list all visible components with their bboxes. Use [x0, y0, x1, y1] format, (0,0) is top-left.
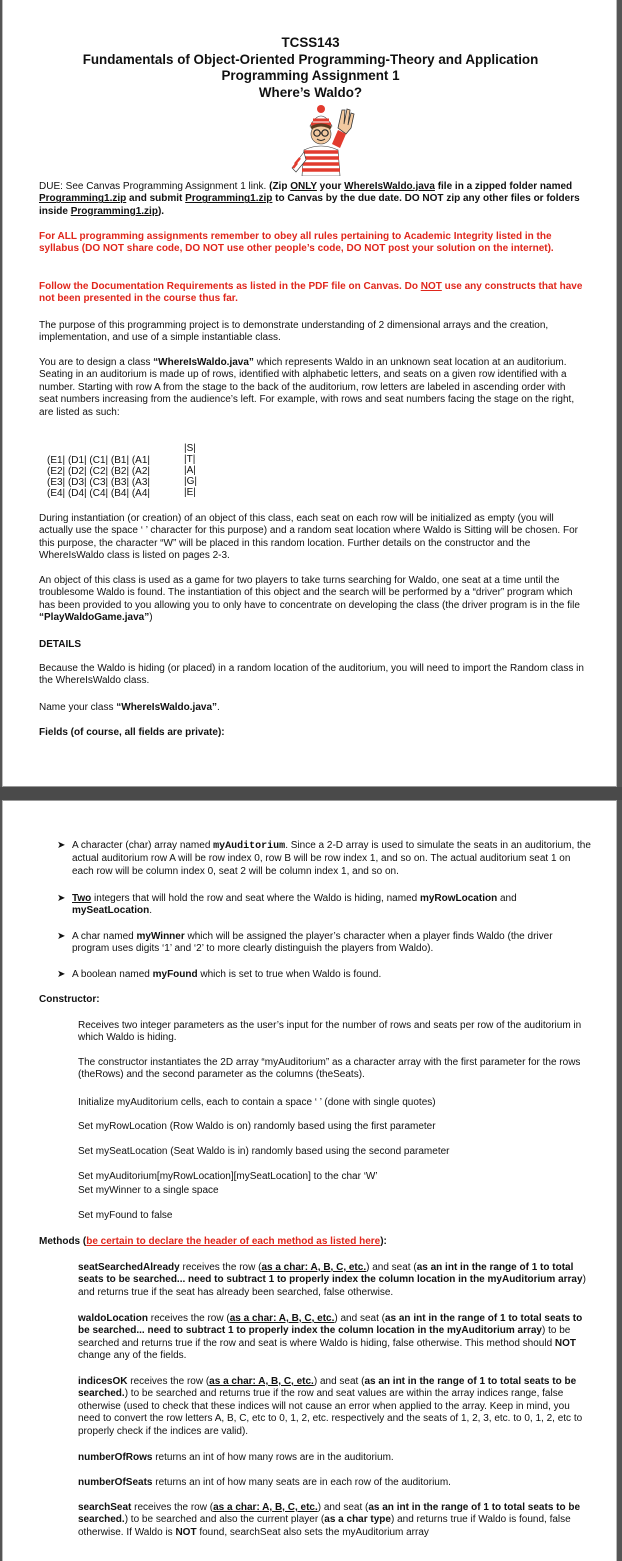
- bullet-arrow-icon: ➤: [57, 931, 66, 942]
- constructor-step: Set myRowLocation (Row Waldo is on) randomly based using the first parameter: [78, 1121, 436, 1132]
- method-search-seat: searchSeat receives the row (as a char: A, B, C, etc.) and seat (as an int in the range of 1 to total seats to be searched.) to be searched and also the current player (as a char type) and returns true if Waldo is found, false otherwise. If Waldo is NOT found, searchSeat also sets the myAuditorium array: [78, 1502, 581, 1538]
- waldo-icon: [280, 104, 362, 176]
- stage-letter: |E|: [184, 487, 196, 498]
- page-header: [3, 35, 618, 101]
- bullet-arrow-icon: ➤: [57, 893, 66, 904]
- seat-row: (E4| (D4| (C4| (B4| (A4|: [47, 488, 151, 499]
- seat-row: (E1| (D1| (C1| (B1| (A1|: [47, 455, 151, 466]
- page-break: [0, 787, 622, 800]
- design-paragraph: You are to design a class “WhereIsWaldo.java” which represents Waldo in an unknown seat location at an auditorium. Seating in an auditorium is made up of rows, identified with alphabetic letters, and seats on a given row identified with a number. Starting with row A from the stage to the back of the auditorium, row letters are labeled in ascending order with seat numbers increasing from the audience’s left. For example, with rows and seat numbers facing the stage on the right, are listed as such:: [39, 357, 575, 418]
- seat-row: (E2| (D2| (C2| (B2| (A2|: [47, 466, 151, 477]
- academic-integrity-notice: For ALL programming assignments remember to obey all rules pertaining to Academic Integrity listed in the syllabus (DO NOT share code, DO NOT use other people’s code, DO NOT post your solution on the internet).: [39, 231, 554, 255]
- stage-letter: |A|: [184, 465, 196, 476]
- constructor-step: Set mySeatLocation (Seat Waldo is in) randomly based using the second parameter: [78, 1146, 450, 1157]
- purpose-paragraph: The purpose of this programming project is to demonstrate understanding of 2 dimensional arrays and the creation, implementation, and use of a simple instantiable class.: [39, 320, 549, 344]
- game-paragraph: An object of this class is used as a game for two players to take turns searching for Waldo, one seat at a time until the troublesome Waldo is found. The instantiation of this object and the search will be performed by a “driver” program which has been provided to you allowing you to only have to concentrate on developing the class (the driver program is in the file “PlayWaldoGame.java”): [39, 575, 580, 624]
- random-note: Because the Waldo is hiding (or placed) in a random location of the auditorium, you will need to import the Random class in the WhereIsWaldo class.: [39, 663, 584, 687]
- method-indices-ok: indicesOK receives the row (as a char: A, B, C, etc.) and seat (as an int in the range of 1 to total seats to be searched.) to be searched and returns true if the row and seat values are within the array indices range, false otherwise (used to check that these indices will not cause an error when applied to the array. Keep in mind, you need to convert the row letters A, B, C, etc to 0, 1, 2, etc. respectively and the seats of 1, 2, 3, etc. to 0, 1, 2, etc to properly check if the indices are valid).: [78, 1376, 583, 1437]
- constructor-step: Set myWinner to a single space: [78, 1185, 219, 1196]
- field-my-winner: A char named myWinner which will be assigned the player’s character when a player finds Waldo (the driver program uses digits ‘1’ and ‘2’ to more clearly distinguish the players from Waldo).: [72, 931, 553, 955]
- constructor-heading: Constructor:: [39, 994, 100, 1005]
- course-title-line-1: Fundamentals of Object-Oriented Programming-Theory and Application: [82, 51, 539, 67]
- assignment-subtitle: Where’s Waldo?: [258, 84, 363, 100]
- documentation-requirements: Follow the Documentation Requirements as listed in the PDF file on Canvas. Do NOT use any constructs that have not been presented in the course thus far.: [39, 281, 583, 305]
- bullet-arrow-icon: ➤: [57, 840, 66, 851]
- methods-heading: Methods (be certain to declare the header of each method as listed here):: [39, 1236, 387, 1247]
- due-paragraph: DUE: See Canvas Programming Assignment 1 link. (Zip ONLY your WhereIsWaldo.java file in a zipped folder named Programming1.zip and submit Programming1.zip to Canvas by the due date. DO NOT zip any other files or folders inside Programming1.zip).: [39, 181, 580, 217]
- page-2: [2, 800, 617, 1561]
- file-name-link: WhereIsWaldo.java: [344, 181, 435, 192]
- field-row-seat-location: Two integers that will hold the row and seat where the Waldo is hiding, named myRowLocation and mySeatLocation.: [72, 893, 517, 917]
- method-seat-searched-already: seatSearchedAlready receives the row (as a char: A, B, C, etc.) and seat (as an int in the range of 1 to total seats to be searched... need to subtract 1 to properly index the column location in the myAuditorium array) and returns true if the seat has already been searched, false otherwise.: [78, 1262, 586, 1298]
- instantiation-paragraph: During instantiation (or creation) of an object of this class, each seat on each row will be initialized as empty (you will actually use the space ‘ ’ character for this purpose) and a random seat location where Waldo is Sitting will be chosen. For this purpose, the character “W” will be placed in this random location. Further details on the constructor and the WhereIsWaldo class is listed on pages 2-3.: [39, 513, 578, 562]
- stage-letter: |S|: [184, 443, 196, 454]
- field-my-auditorium: A character (char) array named myAuditorium. Since a 2-D array is used to simulate the seats in an auditorium, the actual auditorium row A will be row index 0, row B will be row index 1, and so on. The actual auditorium seat 1 on each row will be column index 0, seat 2 will be column index 1, and so on.: [72, 840, 591, 877]
- details-heading: DETAILS: [39, 639, 82, 650]
- method-waldo-location: waldoLocation receives the row (as a char: A, B, C, etc.) and seat (as an int in the range of 1 to total seats to be searched... need to subtract 1 to properly index the column location in the myAuditorium array) to be searched and returns true if the row and seat is where Waldo is hiding, false otherwise. This method should NOT change any of the fields.: [78, 1313, 583, 1362]
- constructor-step: Set myFound to false: [78, 1210, 173, 1221]
- seat-row: (E3| (D3| (C3| (B3| (A3|: [47, 477, 151, 488]
- stage-letter: |T|: [184, 454, 196, 465]
- page-1: [2, 0, 617, 787]
- bullet-arrow-icon: ➤: [57, 969, 66, 980]
- constructor-step: Initialize myAuditorium cells, each to contain a space ‘ ’ (done with single quotes): [78, 1097, 436, 1108]
- method-number-of-rows: numberOfRows returns an int of how many rows are in the auditorium.: [78, 1452, 394, 1463]
- course-code: TCSS143: [281, 35, 340, 50]
- field-my-found: A boolean named myFound which is set to true when Waldo is found.: [72, 969, 382, 980]
- stage-letter: |G|: [184, 476, 197, 487]
- fields-heading: Fields (of course, all fields are private):: [39, 727, 225, 738]
- constructor-step: The constructor instantiates the 2D array “myAuditorium” as a character array with the first parameter for the rows (theRows) and the second parameter as the columns (theSeats).: [78, 1057, 581, 1081]
- class-name-note: Name your class “WhereIsWaldo.java”.: [39, 702, 220, 713]
- course-title-line-2: Programming Assignment 1: [221, 68, 400, 83]
- right-scroll-edge: [617, 0, 622, 1561]
- constructor-step: Receives two integer parameters as the user’s input for the number of rows and seats per row of the auditorium in which Waldo is hiding.: [78, 1020, 582, 1044]
- constructor-step: Set myAuditorium[myRowLocation][mySeatLocation] to the char ‘W’: [78, 1171, 378, 1182]
- method-number-of-seats: numberOfSeats returns an int of how many seats are in each row of the auditorium.: [78, 1477, 451, 1488]
